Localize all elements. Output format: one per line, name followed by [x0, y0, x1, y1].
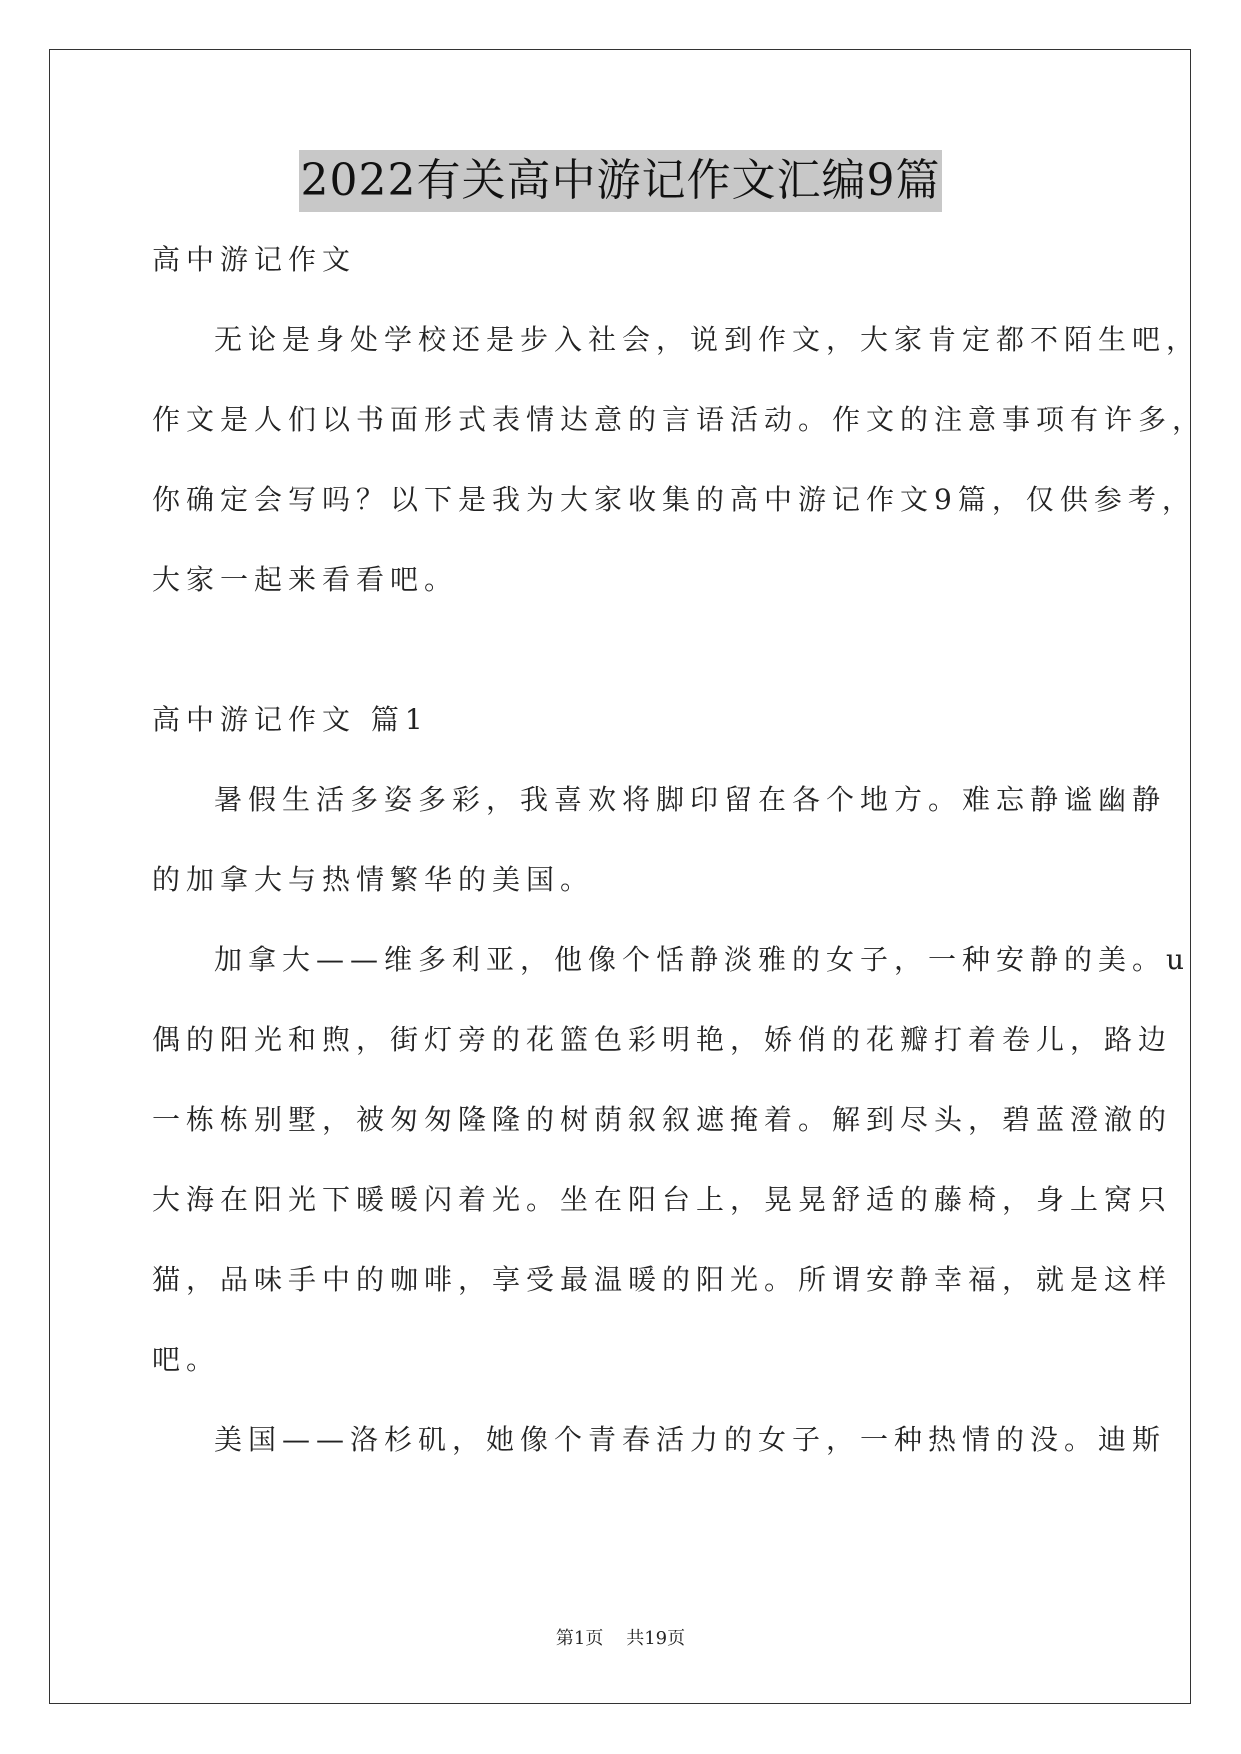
- paragraph-line: 偶的阳光和煦，街灯旁的花篮色彩明艳，娇俏的花瓣打着卷儿，路边: [152, 1023, 1173, 1056]
- paragraph-line: 一栋栋别墅，被匆匆隆隆的树荫叙叙遮掩着。解到尽头，碧蓝澄澈的: [152, 1103, 1173, 1136]
- paragraph-line: 暑假生活多姿多彩，我喜欢将脚印留在各个地方。难忘静谧幽静: [214, 783, 1167, 816]
- document-title: 2022有关高中游记作文汇编9篇: [299, 150, 943, 212]
- paragraph-line: 美国——洛杉矶，她像个青春活力的女子，一种热情的没。迪斯: [214, 1423, 1167, 1456]
- essay-heading: 高中游记作文 篇1: [152, 703, 429, 736]
- section-heading: 高中游记作文: [152, 243, 357, 276]
- intro-line: 无论是身处学校还是步入社会，说到作文，大家肯定都不陌生吧，: [214, 323, 1201, 356]
- paragraph-line: 的加拿大与热情繁华的美国。: [152, 863, 595, 896]
- paragraph-line: 猫，品味手中的咖啡，享受最温暖的阳光。所谓安静幸福，就是这样: [152, 1263, 1173, 1296]
- paragraph-line: 吧。: [152, 1343, 221, 1376]
- page-number: 第1页 共19页: [555, 1628, 686, 1649]
- title-block: [0, 150, 1241, 212]
- intro-line: 大家一起来看看吧。: [152, 563, 459, 596]
- intro-line: 你确定会写吗？以下是我为大家收集的高中游记作文9篇，仅供参考，: [152, 483, 1196, 516]
- paragraph-line: 加拿大——维多利亚，他像个恬静淡雅的女子，一种安静的美。u: [214, 943, 1191, 976]
- page-footer: [0, 1624, 1241, 1650]
- intro-line: 作文是人们以书面形式表情达意的言语活动。作文的注意事项有许多，: [152, 403, 1207, 436]
- paragraph-line: 大海在阳光下暖暖闪着光。坐在阳台上，晃晃舒适的藤椅，身上窝只: [152, 1183, 1173, 1216]
